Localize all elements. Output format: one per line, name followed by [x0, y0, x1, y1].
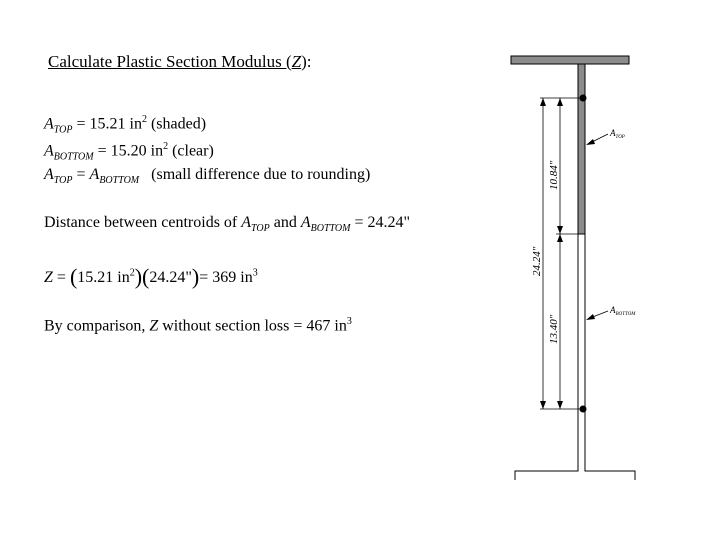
arrow-top-down [557, 226, 563, 234]
arrow-total-top [540, 98, 546, 106]
web-shaded-region [578, 64, 585, 234]
dim-label-bottom: 13.40" [548, 314, 560, 344]
slide-title: Calculate Plastic Section Modulus (Z): [48, 52, 312, 71]
centroid-bottom-dot [580, 406, 587, 413]
tee-section-diagram [500, 48, 650, 488]
leader-a-bottom-arrow [586, 314, 595, 320]
dim-label-total: 24.24" [531, 246, 543, 276]
label-a-bottom: $A_{BOTTOM}$ [610, 305, 636, 317]
dim-label-top: 10.84" [548, 160, 560, 190]
top-flange [511, 56, 629, 64]
bottom-flange-left [515, 469, 578, 480]
arrow-bottom-up [557, 234, 563, 242]
leader-a-top-arrow [586, 139, 595, 145]
centroid-top-dot [580, 95, 587, 102]
area-equality-line: $A_{TOP} = A_{BOTTOM}$ (small difference due to rounding) [44, 166, 371, 187]
arrow-top-up [557, 98, 563, 106]
comparison-line: By comparison, Z without section loss = 467 $in^3$ [44, 316, 352, 335]
arrow-bottom-down [557, 401, 563, 409]
bottom-flange-right [585, 469, 635, 480]
arrow-total-bottom [540, 401, 546, 409]
z-calculation-line: Z = (15.21 $in^2)(24.24")= 369$ $in^3$ [44, 264, 258, 289]
label-a-top: $A_{TOP}$ [610, 128, 625, 140]
a-bottom-line: $A_{BOTTOM} = 15.20$ $in^2$ (clear) [44, 141, 214, 163]
centroid-distance-line: Distance between centroids of $A_{TOP}$ and $A_{BOTTOM} = 24.24$" [44, 214, 411, 235]
a-top-line: $A_{TOP} = 15.21$ $in^2$ (shaded) [44, 114, 207, 136]
